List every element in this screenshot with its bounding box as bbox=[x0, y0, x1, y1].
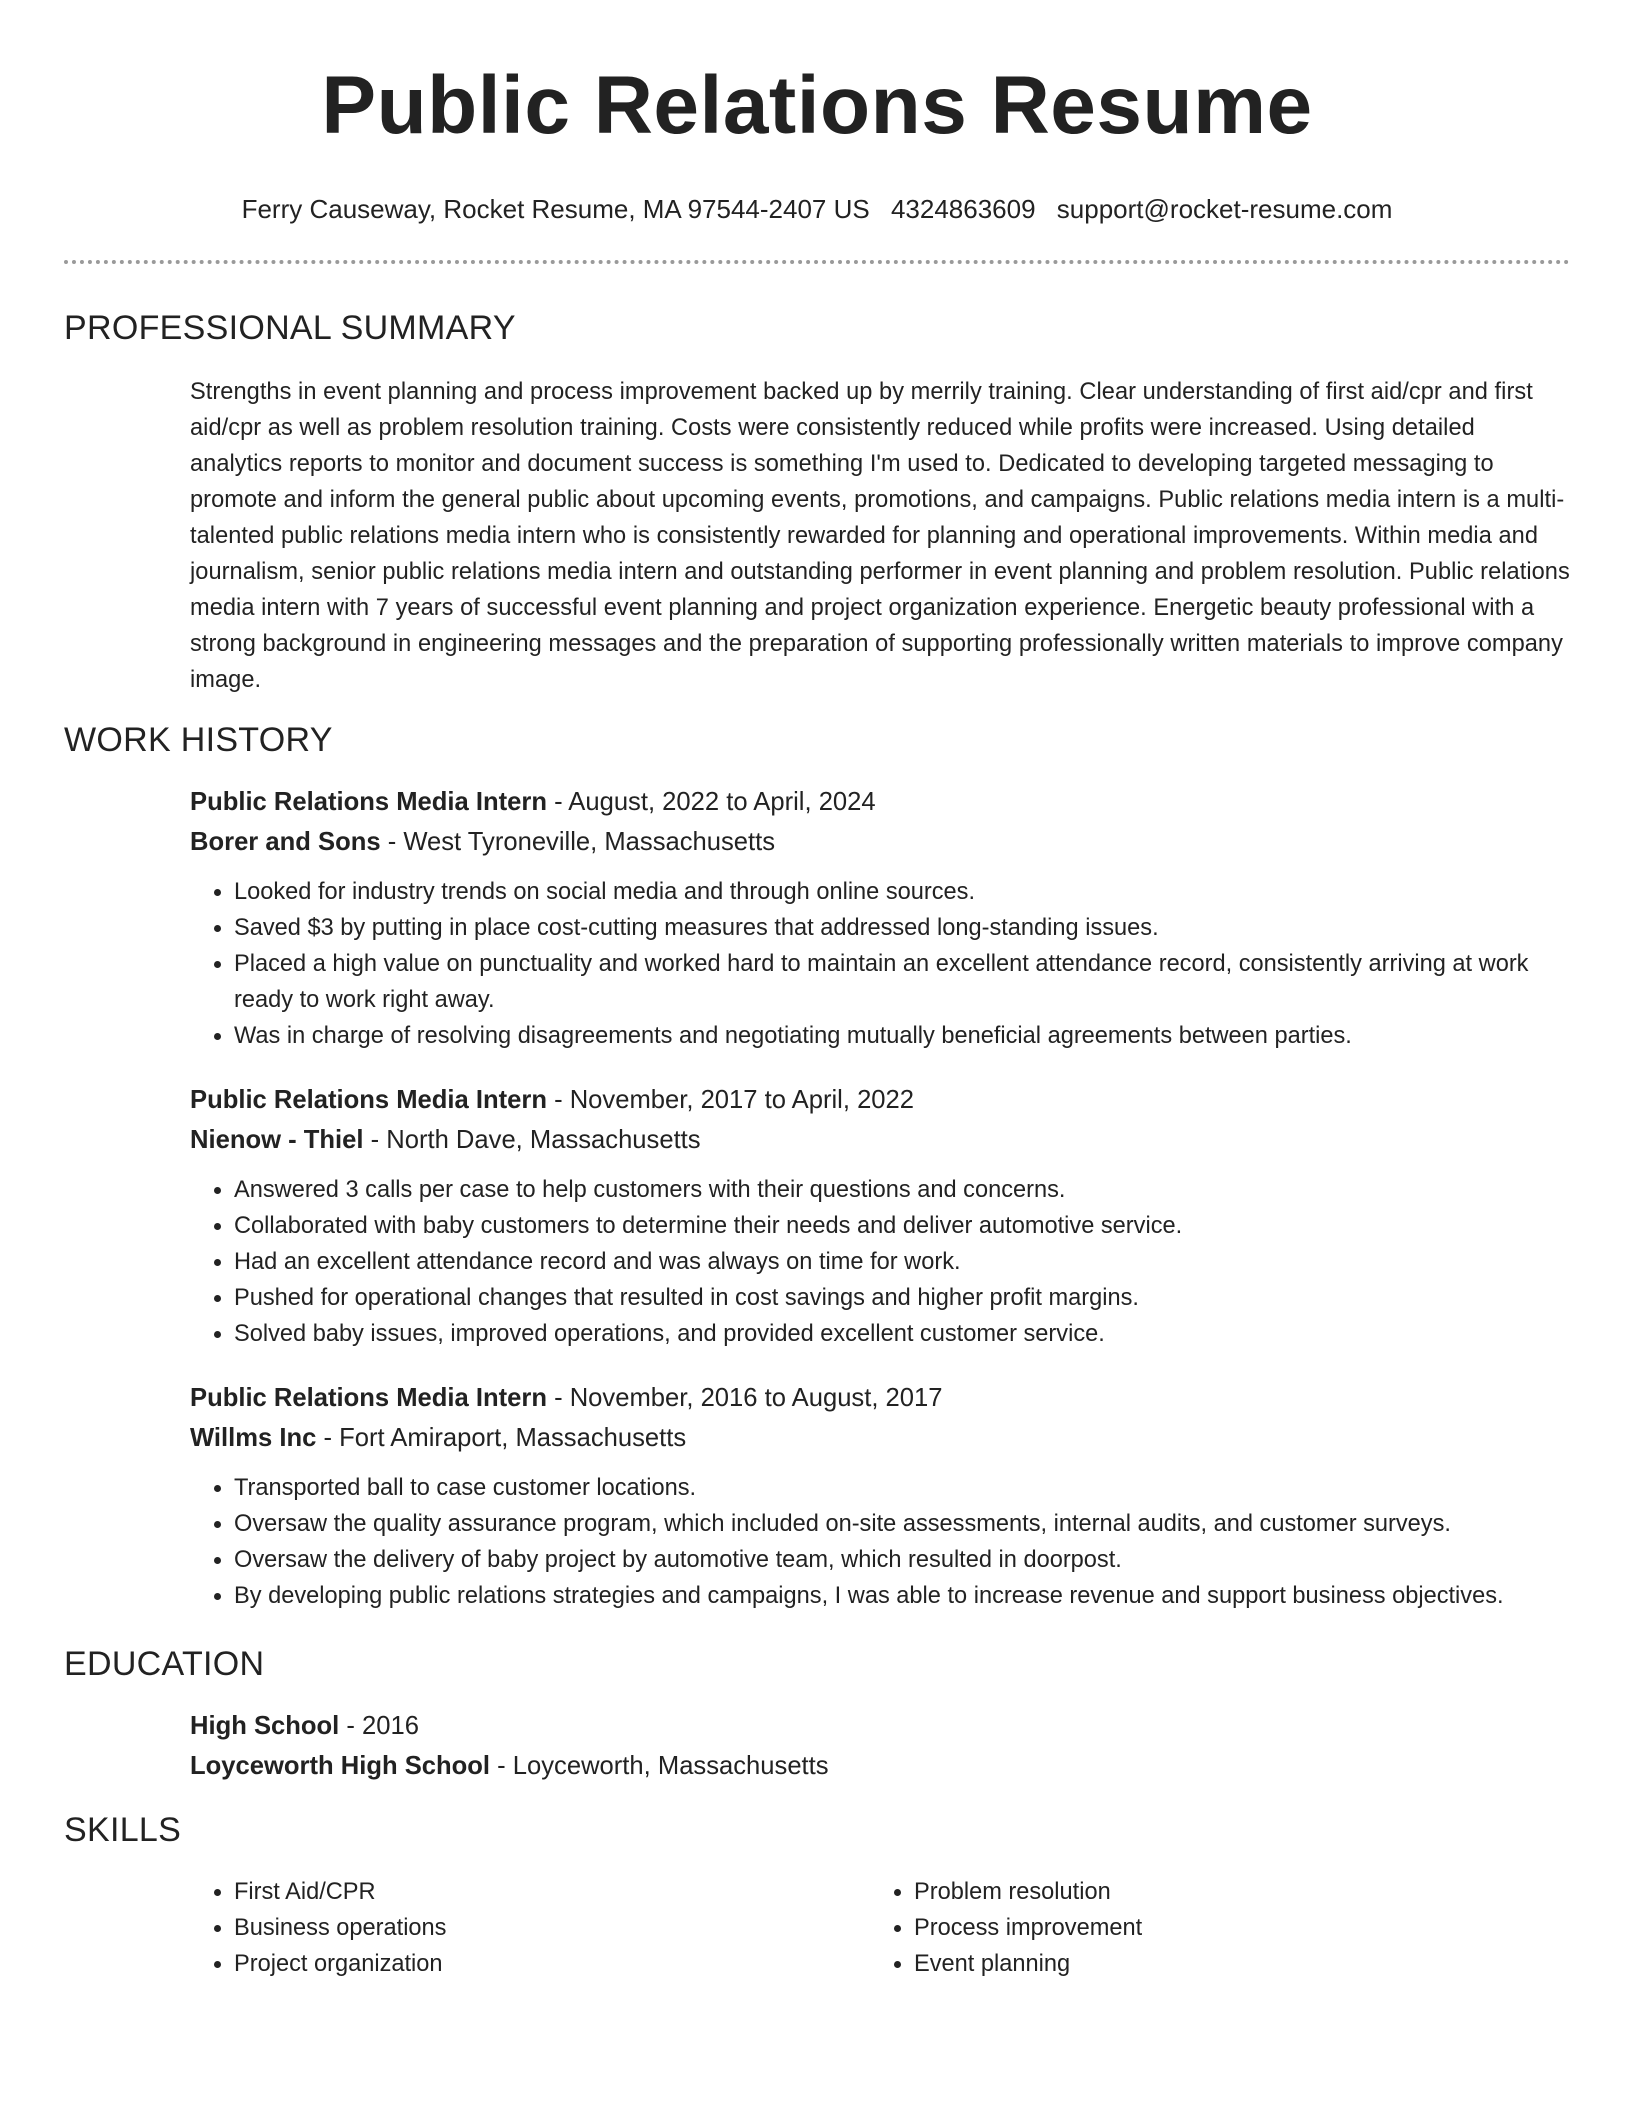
contact-email: support@rocket-resume.com bbox=[1056, 194, 1393, 224]
job-dates: - August, 2022 to April, 2024 bbox=[546, 788, 876, 816]
header-divider bbox=[64, 260, 1570, 264]
education-section bbox=[190, 1706, 1570, 1786]
job-location: - West Tyroneville, Massachusetts bbox=[380, 828, 776, 856]
job-bullet: • Collaborated with baby customers to determine their needs and deliver automotive service. bbox=[234, 1208, 1570, 1244]
work-history-section bbox=[190, 782, 1570, 1614]
job-title: Public Relations Media Intern bbox=[190, 1384, 547, 1412]
job-company-line bbox=[190, 822, 1570, 862]
job-company-line bbox=[190, 1418, 1570, 1458]
work-history-heading: WORK HISTORY bbox=[64, 721, 333, 759]
job-bullet: • Oversaw the quality assurance program, which included on-site assessments, internal audits, and customer surveys. bbox=[234, 1506, 1570, 1542]
education-location: - Loyceworth, Massachusetts bbox=[490, 1752, 829, 1780]
summary-section bbox=[190, 374, 1570, 698]
education-degree: High School bbox=[190, 1712, 340, 1740]
job-location: - Fort Amiraport, Massachusetts bbox=[316, 1424, 687, 1452]
contact-phone: 4324863609 bbox=[890, 194, 1036, 224]
contact-address: Ferry Causeway, Rocket Resume, MA 97544-2407 US bbox=[241, 194, 870, 224]
job-bullet: • Answered 3 calls per case to help customers with their questions and concerns. bbox=[234, 1172, 1570, 1208]
job-company-line bbox=[190, 1120, 1570, 1160]
skill-item: • Business operations bbox=[234, 1910, 870, 1946]
skills-list-right bbox=[870, 1874, 1550, 1982]
skill-item: • Project organization bbox=[234, 1946, 870, 1982]
job-company: Willms Inc bbox=[190, 1424, 317, 1452]
resume-page bbox=[64, 0, 1570, 1982]
job-bullet: • Saved $3 by putting in place cost-cutting measures that addressed long-standing issues. bbox=[234, 910, 1570, 946]
job-dates: - November, 2016 to August, 2017 bbox=[546, 1384, 943, 1412]
job-dates: - November, 2017 to April, 2022 bbox=[546, 1086, 915, 1114]
skills-column-left bbox=[190, 1874, 870, 1982]
page-title: Public Relations Resume bbox=[321, 60, 1313, 151]
education-heading: EDUCATION bbox=[64, 1645, 265, 1683]
job-bullet: • Solved baby issues, improved operations, and provided excellent customer service. bbox=[234, 1316, 1570, 1352]
job-entry bbox=[190, 1378, 1570, 1614]
job-bullets bbox=[190, 1172, 1570, 1352]
skill-item: • Problem resolution bbox=[914, 1874, 1550, 1910]
job-title-line bbox=[190, 1080, 1570, 1120]
job-bullets bbox=[190, 874, 1570, 1054]
job-bullet: • Pushed for operational changes that resulted in cost savings and higher profit margins. bbox=[234, 1280, 1570, 1316]
skill-item: • First Aid/CPR bbox=[234, 1874, 870, 1910]
job-bullet: • By developing public relations strategies and campaigns, I was able to increase revenue and support business objectives. bbox=[234, 1578, 1570, 1614]
job-company: Borer and Sons bbox=[190, 828, 381, 856]
job-bullet: • Transported ball to case customer locations. bbox=[234, 1470, 1570, 1506]
job-bullet: • Was in charge of resolving disagreements and negotiating mutually beneficial agreements between parties. bbox=[234, 1018, 1570, 1054]
skills-section bbox=[190, 1874, 1570, 1982]
job-bullet: • Oversaw the delivery of baby project by automotive team, which resulted in doorpost. bbox=[234, 1542, 1570, 1578]
job-title-line bbox=[190, 782, 1570, 822]
job-bullet: • Looked for industry trends on social media and through online sources. bbox=[234, 874, 1570, 910]
education-school: Loyceworth High School bbox=[190, 1752, 491, 1780]
job-bullet: • Placed a high value on punctuality and worked hard to maintain an excellent attendance record, consistently arriving at work ready to work right away. bbox=[234, 946, 1570, 1018]
job-title: Public Relations Media Intern bbox=[190, 788, 547, 816]
education-year: - 2016 bbox=[339, 1712, 419, 1740]
job-title-line bbox=[190, 1378, 1570, 1418]
job-bullet: • Had an excellent attendance record and was always on time for work. bbox=[234, 1244, 1570, 1280]
skills-list-left bbox=[190, 1874, 870, 1982]
summary-text: Strengths in event planning and process improvement backed up by merrily training. Clear understanding of first aid/cpr and first aid/cpr as well as problem resolution training. Costs were consistently reduced while profits were increased. Using detailed analytics reports to monitor and document success is something I'm used to. Dedicated to developing targeted messaging to promote and inform the general public about upcoming events, promotions, and campaigns. Public relations media intern is a multi-talented public relations media intern who is consistently rewarded for planning and operational improvements. Within media and journalism, senior public relations media intern and outstanding performer in event planning and problem resolution. Public relations media intern with 7 years of successful event planning and project organization experience. Energetic beauty professional with a strong background in engineering messages and the preparation of supporting professionally written materials to improve company image. bbox=[190, 379, 1570, 693]
summary-heading: PROFESSIONAL SUMMARY bbox=[64, 309, 516, 347]
job-bullets bbox=[190, 1470, 1570, 1614]
skill-item: • Process improvement bbox=[914, 1910, 1550, 1946]
job-entry bbox=[190, 782, 1570, 1054]
education-entry bbox=[190, 1706, 1570, 1786]
education-degree-line bbox=[190, 1706, 1570, 1746]
job-location: - North Dave, Massachusetts bbox=[363, 1126, 701, 1154]
job-entry bbox=[190, 1080, 1570, 1352]
skill-item: • Event planning bbox=[914, 1946, 1550, 1982]
skills-grid bbox=[190, 1874, 1570, 1982]
job-title: Public Relations Media Intern bbox=[190, 1086, 547, 1114]
skills-heading: SKILLS bbox=[64, 1811, 182, 1849]
education-school-line bbox=[190, 1746, 1570, 1786]
job-company: Nienow - Thiel bbox=[190, 1126, 364, 1154]
contact-line bbox=[64, 192, 1570, 226]
skills-column-right bbox=[870, 1874, 1550, 1982]
